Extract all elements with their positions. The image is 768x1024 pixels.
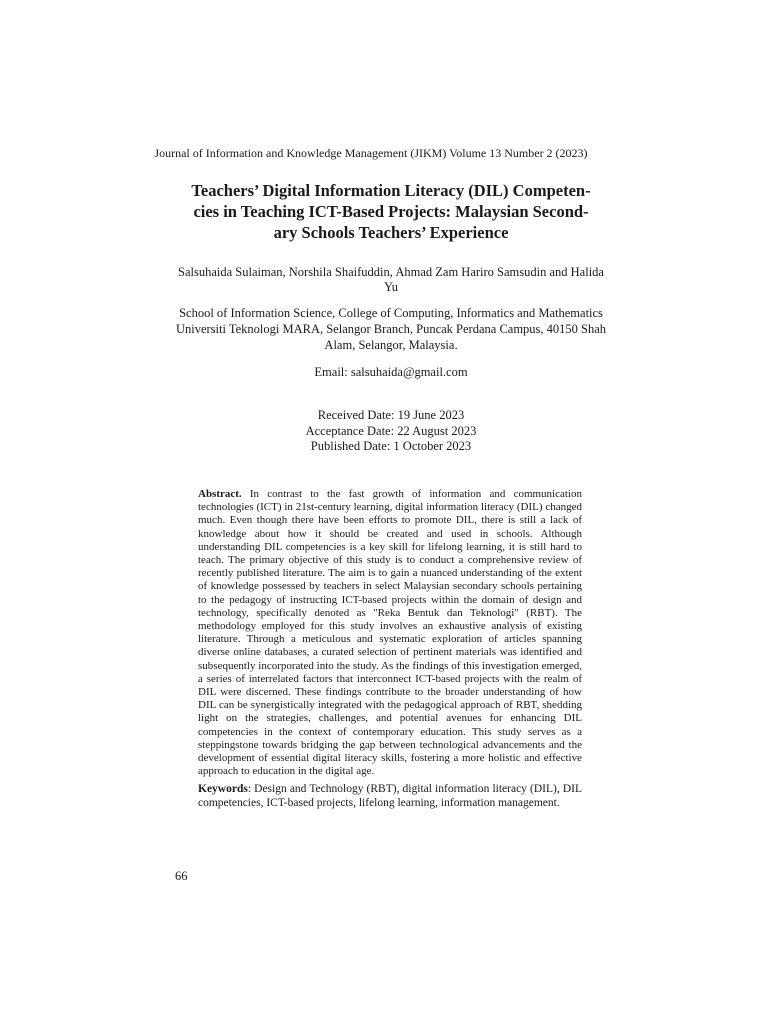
abstract-label: Abstract. — [198, 488, 242, 500]
title-line: ary Schools Teachers’ Experience — [273, 223, 509, 242]
abstract — [198, 488, 582, 778]
keywords — [198, 783, 582, 810]
affiliation — [140, 305, 642, 353]
acceptance-date: Acceptance Date: 22 August 2023 — [305, 423, 477, 438]
paper-title — [150, 180, 632, 243]
abstract-text: In contrast to the fast growth of information and communication technologies (ICT) in 21st-century learning, digital information literacy (DIL) changed much. Even though there have been efforts to promote DIL, there is still a lack of knowledge about how it should be created and used in schools. Although understanding DIL competencies is a key skill for lifelong learning, it is still hard to teach. The primary objective of this study is to conduct a comprehensive review of recently published literature. The aim is to gain a nuanced understanding of the extent of knowledge possessed by teachers in select Malaysian secondary schools pertaining to the pedagogy of instructing ICT-based projects within the domain of design and technology, specifically denoted as "Reka Bentuk dan Teknologi" (RBT). The methodology employed for this study involves an exhaustive analysis of existing literature. Through a meticulous and systematic exploration of articles spanning diverse online databases, a curated selection of pertinent materials was identified and subsequently incorporated into the study. As the findings of this investigation emerged, a series of interrelated factors that interconnect ICT-based projects with the realm of DIL were discerned. These findings contribute to the broader understanding of how DIL can be synergistically integrated with the pedagogical approach of RBT, shedding light on the strategies, challenges, and potential avenues for enhancing DIL competencies in the context of contemporary education. This study serves as a steppingstone towards bridging the gap between technological advancements and the development of essential digital literacy skills, fostering a more holistic and effective approach to education in the digital age. — [198, 488, 582, 778]
title-line: Teachers’ Digital Information Literacy (DIL) Competen- — [191, 181, 591, 200]
keywords-label: Keywords — [198, 783, 248, 795]
keywords-text: : Design and Technology (RBT), digital information literacy (DIL), DIL competencies, ICT-based projects, lifelong learning, information management. — [198, 783, 582, 809]
affiliation-line: School of Information Science, College of Computing, Informatics and Mathematics — [179, 306, 603, 320]
journal-header: Journal of Information and Knowledge Management (JIKM) Volume 13 Number 2 (2023) — [154, 146, 588, 160]
author-line: Salsuhaida Sulaiman, Norshila Shaifuddin, Ahmad Zam Hariro Samsudin and Halida — [178, 265, 604, 279]
page-number: 66 — [175, 869, 188, 883]
article-dates — [150, 408, 632, 455]
affiliation-line: Universiti Teknologi MARA, Selangor Branch, Puncak Perdana Campus, 40150 Shah — [175, 322, 607, 336]
title-line: cies in Teaching ICT-Based Projects: Malaysian Second- — [193, 202, 589, 221]
author-line: Yu — [384, 280, 398, 294]
author-email: Email: salsuhaida@gmail.com — [314, 365, 468, 379]
published-date: Published Date: 1 October 2023 — [310, 439, 472, 453]
received-date: Received Date: 19 June 2023 — [317, 408, 465, 422]
author-list — [150, 265, 632, 295]
affiliation-line: Alam, Selangor, Malaysia. — [324, 338, 458, 352]
